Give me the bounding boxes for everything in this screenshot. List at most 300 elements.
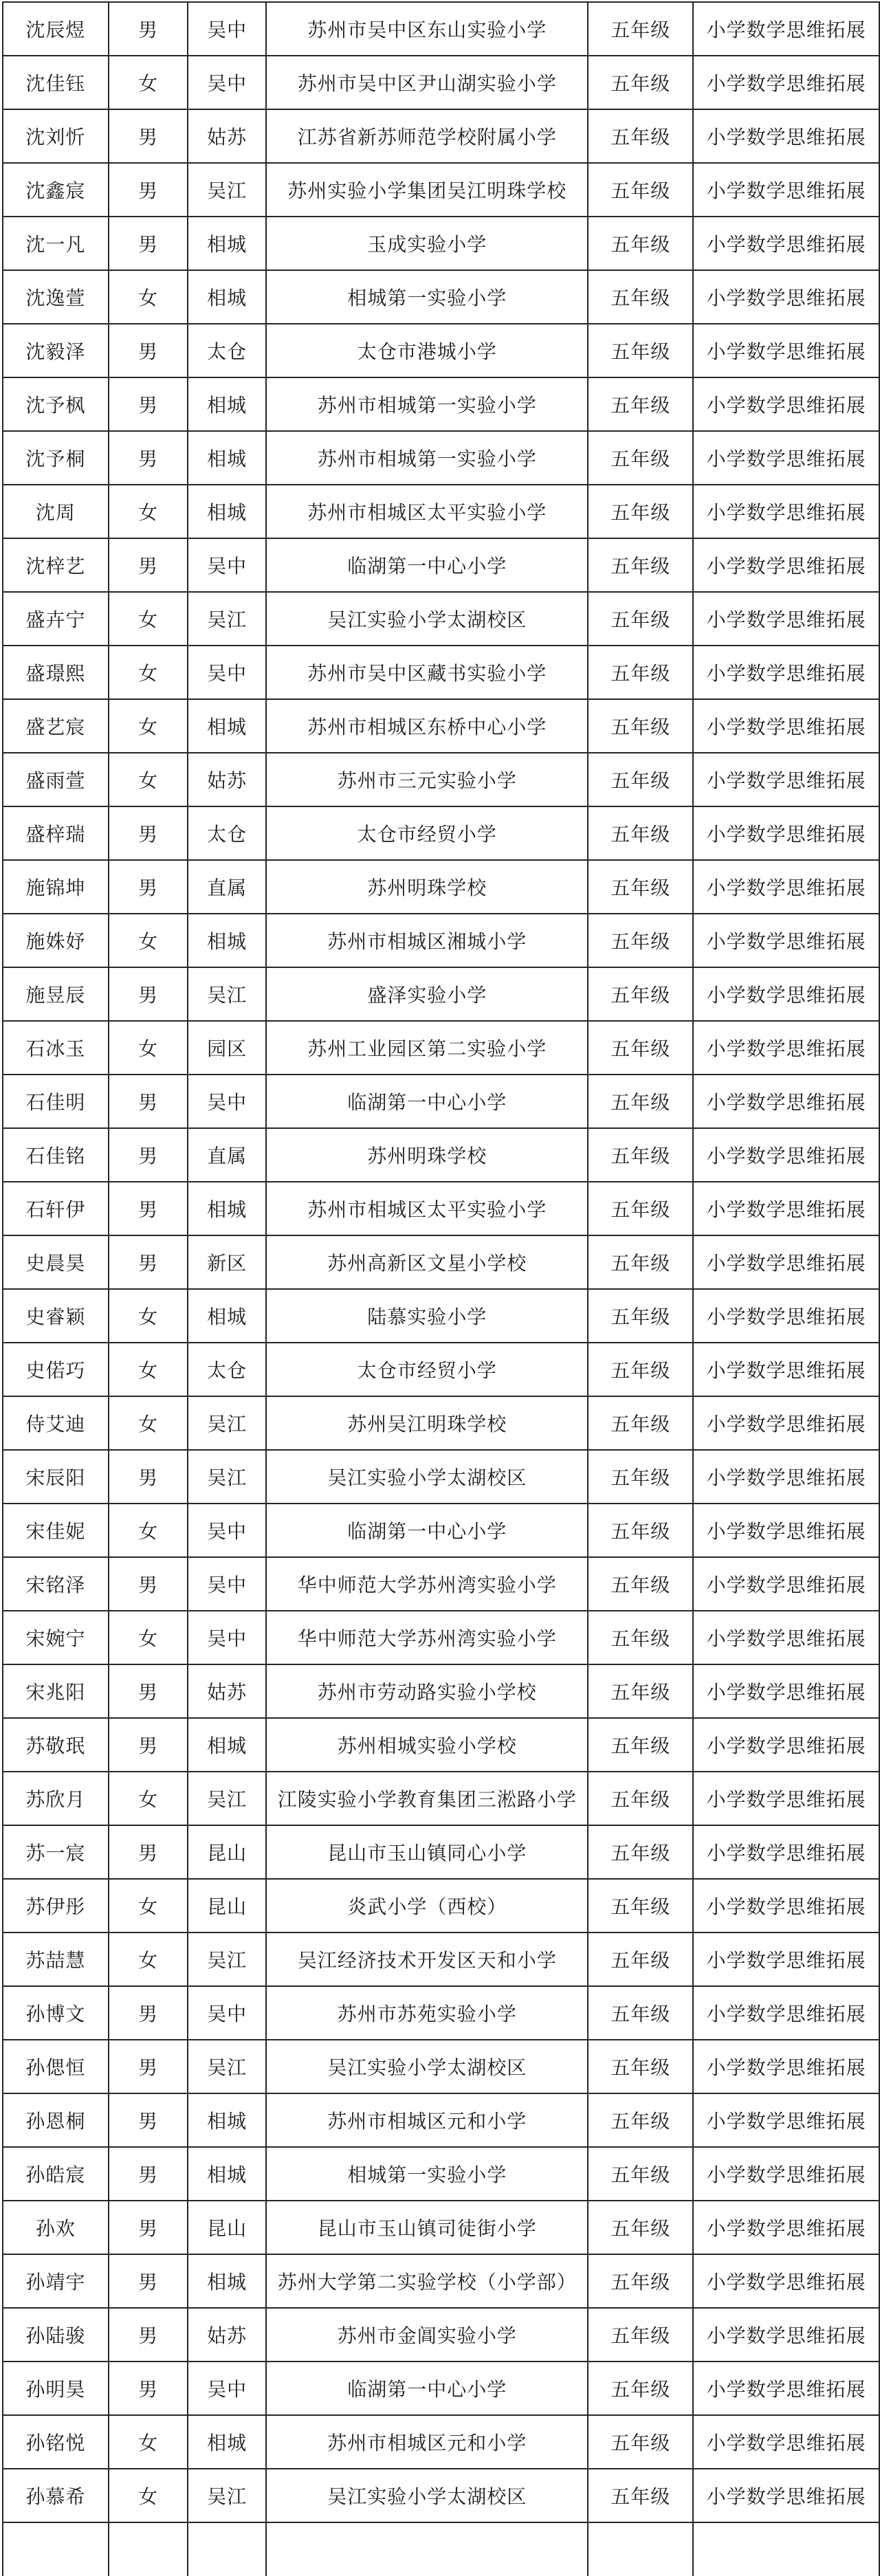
cell-school: 苏州市相城区太平实验小学 <box>266 485 588 538</box>
cell-school: 玉成实验小学 <box>266 217 588 270</box>
cell-school: 苏州工业园区第二实验小学 <box>266 1021 588 1075</box>
cell-gender: 男 <box>109 324 188 377</box>
cell-gender: 女 <box>109 1343 188 1396</box>
cell-district: 吴江 <box>188 1396 266 1450</box>
cell-grade: 五年级 <box>588 377 693 431</box>
cell-district: 吴中 <box>188 1557 266 1611</box>
table-row <box>3 217 879 270</box>
cell-gender: 女 <box>109 1021 188 1075</box>
table-row <box>3 2040 879 2093</box>
cell-school: 盛泽实验小学 <box>266 967 588 1021</box>
cell-school: 吴江实验小学太湖校区 <box>266 592 588 646</box>
table-row <box>3 2254 879 2308</box>
cell-school: 苏州市苏苑实验小学 <box>266 1986 588 2040</box>
cell-grade: 五年级 <box>588 753 693 806</box>
cell-grade: 五年级 <box>588 431 693 485</box>
cell-school: 太仓市经贸小学 <box>266 1343 588 1396</box>
cell-district: 相城 <box>188 914 266 967</box>
cell-grade: 五年级 <box>588 1664 693 1718</box>
cell-grade: 五年级 <box>588 967 693 1021</box>
cell-name: 施锦坤 <box>3 860 109 914</box>
cell-district: 吴中 <box>188 538 266 592</box>
cell-gender: 男 <box>109 2040 188 2093</box>
cell-category: 小学数学思维拓展 <box>693 2 879 56</box>
cell-name: 苏伊彤 <box>3 1879 109 1933</box>
cell-district: 相城 <box>188 2147 266 2201</box>
cell-school: 临湖第一中心小学 <box>266 1075 588 1128</box>
cell-district: 吴江 <box>188 967 266 1021</box>
table-row <box>3 485 879 538</box>
table-row <box>3 1664 879 1718</box>
cell-gender: 女 <box>109 753 188 806</box>
cell-school: 苏州市吴中区藏书实验小学 <box>266 646 588 699</box>
cell-grade: 五年级 <box>588 270 693 324</box>
cell-school: 昆山市玉山镇司徒街小学 <box>266 2201 588 2254</box>
cell-grade: 五年级 <box>588 860 693 914</box>
cell-grade: 五年级 <box>588 1450 693 1504</box>
cell-district: 相城 <box>188 1182 266 1235</box>
cell-category: 小学数学思维拓展 <box>693 806 879 860</box>
cell-district: 吴江 <box>188 1450 266 1504</box>
cell-name: 孙偲恒 <box>3 2040 109 2093</box>
cell-name: 孙明昊 <box>3 2362 109 2415</box>
cell-gender: 男 <box>109 1450 188 1504</box>
cell-gender: 男 <box>109 377 188 431</box>
cell-grade: 五年级 <box>588 806 693 860</box>
cell-grade: 五年级 <box>588 2093 693 2147</box>
table-row <box>3 2147 879 2201</box>
cell-school: 临湖第一中心小学 <box>266 2362 588 2415</box>
cell-category: 小学数学思维拓展 <box>693 1075 879 1128</box>
cell-grade: 五年级 <box>588 1235 693 1289</box>
table-row <box>3 2093 879 2147</box>
cell-name: 石佳铭 <box>3 1128 109 1182</box>
cell-district: 昆山 <box>188 1825 266 1879</box>
cell-grade: 五年级 <box>588 163 693 217</box>
cell-district: 相城 <box>188 2415 266 2469</box>
cell-gender: 女 <box>109 592 188 646</box>
cell-district: 姑苏 <box>188 109 266 163</box>
table-row <box>3 1128 879 1182</box>
cell-gender: 女 <box>109 485 188 538</box>
cell-gender: 女 <box>109 1772 188 1825</box>
cell-district: 相城 <box>188 270 266 324</box>
cell-grade: 五年级 <box>588 2 693 56</box>
cell-gender: 男 <box>109 1128 188 1182</box>
cell-name: 孙博文 <box>3 1986 109 2040</box>
cell-category: 小学数学思维拓展 <box>693 753 879 806</box>
cell-gender: 男 <box>109 2147 188 2201</box>
cell-name: 苏欣月 <box>3 1772 109 1825</box>
cell-gender: 男 <box>109 2362 188 2415</box>
cell-gender: 男 <box>109 2 188 56</box>
cell-category: 小学数学思维拓展 <box>693 1772 879 1825</box>
table-row <box>3 2201 879 2254</box>
cell-name: 沈辰煜 <box>3 2 109 56</box>
cell-school: 苏州相城实验小学校 <box>266 1718 588 1772</box>
cell-name: 沈佳钰 <box>3 56 109 109</box>
cell-name: 石轩伊 <box>3 1182 109 1235</box>
cell-district: 太仓 <box>188 324 266 377</box>
cell-gender: 男 <box>109 2093 188 2147</box>
cell-district: 吴中 <box>188 1504 266 1557</box>
table-row <box>3 914 879 967</box>
cell-grade: 五年级 <box>588 2308 693 2362</box>
cell-gender: 男 <box>109 1182 188 1235</box>
cell-school: 吴江经济技术开发区天和小学 <box>266 1933 588 1986</box>
table-row <box>3 1396 879 1450</box>
cell-district: 相城 <box>188 699 266 753</box>
cell-grade: 五年级 <box>588 217 693 270</box>
cell-name: 孙铭悦 <box>3 2415 109 2469</box>
cell-school: 陆慕实验小学 <box>266 1289 588 1343</box>
cell-grade: 五年级 <box>588 2040 693 2093</box>
cell-school: 华中师范大学苏州湾实验小学 <box>266 1557 588 1611</box>
cell-grade: 五年级 <box>588 1343 693 1396</box>
table-row <box>3 2362 879 2415</box>
cell-grade: 五年级 <box>588 1557 693 1611</box>
cell-category: 小学数学思维拓展 <box>693 2201 879 2254</box>
cell-school: 华中师范大学苏州湾实验小学 <box>266 1611 588 1664</box>
cell-name: 侍艾迪 <box>3 1396 109 1450</box>
cell-school: 苏州市相城区湘城小学 <box>266 914 588 967</box>
cell-district: 姑苏 <box>188 753 266 806</box>
table-row <box>3 56 879 109</box>
table-row <box>3 1933 879 1986</box>
cell-gender: 男 <box>109 2201 188 2254</box>
cell-category: 小学数学思维拓展 <box>693 1343 879 1396</box>
table-row <box>3 1343 879 1396</box>
table-row <box>3 1021 879 1075</box>
cell-name: 盛艺宸 <box>3 699 109 753</box>
cell-district: 相城 <box>188 431 266 485</box>
cell-grade: 五年级 <box>588 1396 693 1450</box>
cell-district: 相城 <box>188 217 266 270</box>
cell-category: 小学数学思维拓展 <box>693 646 879 699</box>
cell-grade: 五年级 <box>588 2469 693 2522</box>
table-row <box>3 324 879 377</box>
cell-gender: 男 <box>109 860 188 914</box>
cell-school: 苏州市三元实验小学 <box>266 753 588 806</box>
cell-name: 沈一凡 <box>3 217 109 270</box>
cell-category: 小学数学思维拓展 <box>693 56 879 109</box>
cell-category: 小学数学思维拓展 <box>693 1396 879 1450</box>
cell-category: 小学数学思维拓展 <box>693 1021 879 1075</box>
cell-name: 宋兆阳 <box>3 1664 109 1718</box>
cell-name: 沈刘忻 <box>3 109 109 163</box>
table-row <box>3 1504 879 1557</box>
cell-gender: 男 <box>109 217 188 270</box>
cell-district: 相城 <box>188 2093 266 2147</box>
table-row <box>3 2308 879 2362</box>
cell-name: 沈予桐 <box>3 431 109 485</box>
cell-category: 小学数学思维拓展 <box>693 2093 879 2147</box>
cell-name: 史偌巧 <box>3 1343 109 1396</box>
cell-school: 吴江实验小学太湖校区 <box>266 2040 588 2093</box>
cell-category: 小学数学思维拓展 <box>693 1986 879 2040</box>
cell-grade: 五年级 <box>588 592 693 646</box>
cell-grade: 五年级 <box>588 2415 693 2469</box>
cell-school: 苏州明珠学校 <box>266 1128 588 1182</box>
cell-grade: 五年级 <box>588 2254 693 2308</box>
cell-school: 太仓市港城小学 <box>266 324 588 377</box>
cell-district: 吴中 <box>188 1986 266 2040</box>
cell-district: 昆山 <box>188 2201 266 2254</box>
cell-school: 苏州市金阊实验小学 <box>266 2308 588 2362</box>
table-row <box>3 806 879 860</box>
student-roster-body <box>3 2 879 2576</box>
cell-category: 小学数学思维拓展 <box>693 377 879 431</box>
cell-school: 苏州市劳动路实验小学校 <box>266 1664 588 1718</box>
cell-school: 临湖第一中心小学 <box>266 1504 588 1557</box>
cell-school: 苏州市相城区东桥中心小学 <box>266 699 588 753</box>
cell-grade: 五年级 <box>588 1182 693 1235</box>
cell-name: 孙靖宇 <box>3 2254 109 2308</box>
table-row <box>3 538 879 592</box>
cell-district: 直属 <box>188 860 266 914</box>
cell-school: 临湖第一中心小学 <box>266 538 588 592</box>
cell-grade: 五年级 <box>588 109 693 163</box>
cell-category: 小学数学思维拓展 <box>693 2308 879 2362</box>
cell-name: 施姝妤 <box>3 914 109 967</box>
cell-name: 宋铭泽 <box>3 1557 109 1611</box>
cell-gender: 女 <box>109 1289 188 1343</box>
cell-district: 吴中 <box>188 2 266 56</box>
cell-category: 小学数学思维拓展 <box>693 1557 879 1611</box>
cell-gender: 女 <box>109 1611 188 1664</box>
student-roster-table <box>2 1 880 2576</box>
table-row <box>3 1075 879 1128</box>
cell-name: 沈逸萱 <box>3 270 109 324</box>
cell-school: 苏州市相城区元和小学 <box>266 2415 588 2469</box>
cell-school: 相城第一实验小学 <box>266 270 588 324</box>
cell-name: 施昱辰 <box>3 967 109 1021</box>
cell-grade: 五年级 <box>588 1504 693 1557</box>
cell-school: 苏州明珠学校 <box>266 860 588 914</box>
cell-gender: 男 <box>109 1557 188 1611</box>
cell-category: 小学数学思维拓展 <box>693 109 879 163</box>
cell-district: 园区 <box>188 1021 266 1075</box>
cell-name: 孙恩桐 <box>3 2093 109 2147</box>
cell-gender: 男 <box>109 2254 188 2308</box>
cell-gender: 男 <box>109 431 188 485</box>
cell-name: 孙慕希 <box>3 2469 109 2522</box>
cell-category: 小学数学思维拓展 <box>693 2254 879 2308</box>
table-row <box>3 1289 879 1343</box>
table-row <box>3 1718 879 1772</box>
cell-category: 小学数学思维拓展 <box>693 270 879 324</box>
cell-grade: 五年级 <box>588 1289 693 1343</box>
cell-name: 石佳明 <box>3 1075 109 1128</box>
cell-category: 小学数学思维拓展 <box>693 1933 879 1986</box>
cell-school: 相城第一实验小学 <box>266 2147 588 2201</box>
cell-district: 相城 <box>188 377 266 431</box>
cell-district: 吴江 <box>188 592 266 646</box>
cell-school: 苏州实验小学集团吴江明珠学校 <box>266 163 588 217</box>
cell-grade: 五年级 <box>588 646 693 699</box>
cell-gender: 女 <box>109 2415 188 2469</box>
table-row <box>3 270 879 324</box>
cell-name: 苏敬珉 <box>3 1718 109 1772</box>
cell-gender: 女 <box>109 1396 188 1450</box>
cell-category: 小学数学思维拓展 <box>693 1611 879 1664</box>
cell-district: 太仓 <box>188 806 266 860</box>
cell-category: 小学数学思维拓展 <box>693 699 879 753</box>
table-row <box>3 431 879 485</box>
cell-grade: 五年级 <box>588 1933 693 1986</box>
cell-grade: 五年级 <box>588 2147 693 2201</box>
cell-category: 小学数学思维拓展 <box>693 538 879 592</box>
cell-category: 小学数学思维拓展 <box>693 1664 879 1718</box>
cell-gender: 男 <box>109 1235 188 1289</box>
cell-grade: 五年级 <box>588 324 693 377</box>
cell-category: 小学数学思维拓展 <box>693 1825 879 1879</box>
table-row <box>3 1825 879 1879</box>
cell-name: 盛雨萱 <box>3 753 109 806</box>
cell-gender: 男 <box>109 109 188 163</box>
cell-gender: 男 <box>109 967 188 1021</box>
cell-school: 苏州市相城第一实验小学 <box>266 431 588 485</box>
cell-category: 小学数学思维拓展 <box>693 1504 879 1557</box>
cell-gender: 男 <box>109 1986 188 2040</box>
cell-district: 吴江 <box>188 2469 266 2522</box>
cell-grade: 五年级 <box>588 1879 693 1933</box>
cell-gender: 男 <box>109 2308 188 2362</box>
table-row <box>3 646 879 699</box>
cell-category: 小学数学思维拓展 <box>693 2415 879 2469</box>
cell-name: 沈周 <box>3 485 109 538</box>
cell-district: 昆山 <box>188 1879 266 1933</box>
table-row <box>3 1611 879 1664</box>
cell-name: 孙陆骏 <box>3 2308 109 2362</box>
table-row <box>3 1450 879 1504</box>
table-row <box>3 592 879 646</box>
cell-name: 苏一宸 <box>3 1825 109 1879</box>
cell-school: 江陵实验小学教育集团三淞路小学 <box>266 1772 588 1825</box>
cell-district: 姑苏 <box>188 2308 266 2362</box>
cell-district: 相城 <box>188 1289 266 1343</box>
cell-gender: 女 <box>109 699 188 753</box>
cell-category: 小学数学思维拓展 <box>693 967 879 1021</box>
cell-category: 小学数学思维拓展 <box>693 860 879 914</box>
cell-school: 吴江实验小学太湖校区 <box>266 1450 588 1504</box>
cell-name: 沈梓艺 <box>3 538 109 592</box>
cell-district: 吴中 <box>188 1075 266 1128</box>
cell-category: 小学数学思维拓展 <box>693 217 879 270</box>
cell-school: 苏州市吴中区东山实验小学 <box>266 2 588 56</box>
cell-school: 苏州高新区文星小学校 <box>266 1235 588 1289</box>
cell-grade: 五年级 <box>588 1825 693 1879</box>
cell-school: 苏州市吴中区尹山湖实验小学 <box>266 56 588 109</box>
cell-category: 小学数学思维拓展 <box>693 2147 879 2201</box>
table-row <box>3 699 879 753</box>
cell-grade: 五年级 <box>588 1021 693 1075</box>
cell-gender: 男 <box>109 1664 188 1718</box>
cell-gender: 女 <box>109 56 188 109</box>
cell-district: 相城 <box>188 1718 266 1772</box>
cell-name: 沈予枫 <box>3 377 109 431</box>
cell-name: 盛卉宁 <box>3 592 109 646</box>
cell-category: 小学数学思维拓展 <box>693 592 879 646</box>
cell-district: 相城 <box>188 2254 266 2308</box>
cell-district: 新区 <box>188 1235 266 1289</box>
cell-district: 吴中 <box>188 56 266 109</box>
cell-category: 小学数学思维拓展 <box>693 914 879 967</box>
cell-name: 孙皓宸 <box>3 2147 109 2201</box>
cell-district: 吴中 <box>188 1611 266 1664</box>
table-row <box>3 1986 879 2040</box>
cell-gender: 男 <box>109 1825 188 1879</box>
cell-category: 小学数学思维拓展 <box>693 1235 879 1289</box>
cell-category: 小学数学思维拓展 <box>693 485 879 538</box>
cell-district: 吴江 <box>188 1933 266 1986</box>
cell-district: 吴江 <box>188 163 266 217</box>
cell-gender: 女 <box>109 646 188 699</box>
cell-school: 太仓市经贸小学 <box>266 806 588 860</box>
cell-grade: 五年级 <box>588 1986 693 2040</box>
cell-gender: 男 <box>109 1075 188 1128</box>
table-row <box>3 1879 879 1933</box>
cell-gender: 女 <box>109 914 188 967</box>
cell-category: 小学数学思维拓展 <box>693 2469 879 2522</box>
cell-grade: 五年级 <box>588 699 693 753</box>
cell-grade: 五年级 <box>588 1075 693 1128</box>
cell-district: 吴中 <box>188 2362 266 2415</box>
cell-school: 昆山市玉山镇同心小学 <box>266 1825 588 1879</box>
cell-gender: 女 <box>109 1504 188 1557</box>
cell-grade: 五年级 <box>588 1611 693 1664</box>
cell-category: 小学数学思维拓展 <box>693 2362 879 2415</box>
cell-category: 小学数学思维拓展 <box>693 1718 879 1772</box>
table-row <box>3 860 879 914</box>
table-row <box>3 753 879 806</box>
table-row <box>3 2 879 56</box>
cell-category: 小学数学思维拓展 <box>693 1182 879 1235</box>
cell-school: 苏州大学第二实验学校（小学部） <box>266 2254 588 2308</box>
cell-district: 吴江 <box>188 1772 266 1825</box>
cell-grade: 五年级 <box>588 1128 693 1182</box>
page <box>0 1 880 2532</box>
cell-school: 苏州市相城第一实验小学 <box>266 377 588 431</box>
cell-name: 沈毅泽 <box>3 324 109 377</box>
cell-district: 太仓 <box>188 1343 266 1396</box>
cell-grade: 五年级 <box>588 1718 693 1772</box>
cell-name: 史晨昊 <box>3 1235 109 1289</box>
cell-school: 江苏省新苏师范学校附属小学 <box>266 109 588 163</box>
cell-name: 史睿颖 <box>3 1289 109 1343</box>
cell-school: 吴江实验小学太湖校区 <box>266 2469 588 2522</box>
table-row <box>3 377 879 431</box>
cell-gender: 男 <box>109 1718 188 1772</box>
cell-grade: 五年级 <box>588 56 693 109</box>
table-row <box>3 1235 879 1289</box>
table-row <box>3 2469 879 2522</box>
cell-grade: 五年级 <box>588 485 693 538</box>
cell-category: 小学数学思维拓展 <box>693 1289 879 1343</box>
cell-gender: 女 <box>109 2469 188 2522</box>
cell-school: 苏州市相城区太平实验小学 <box>266 1182 588 1235</box>
table-row <box>3 967 879 1021</box>
cell-category: 小学数学思维拓展 <box>693 163 879 217</box>
cell-district: 姑苏 <box>188 1664 266 1718</box>
cell-gender: 男 <box>109 538 188 592</box>
cell-category: 小学数学思维拓展 <box>693 431 879 485</box>
cell-name: 盛璟熙 <box>3 646 109 699</box>
cell-category: 小学数学思维拓展 <box>693 1450 879 1504</box>
cell-school: 苏州吴江明珠学校 <box>266 1396 588 1450</box>
cell-category: 小学数学思维拓展 <box>693 1879 879 1933</box>
cell-gender: 女 <box>109 1933 188 1986</box>
